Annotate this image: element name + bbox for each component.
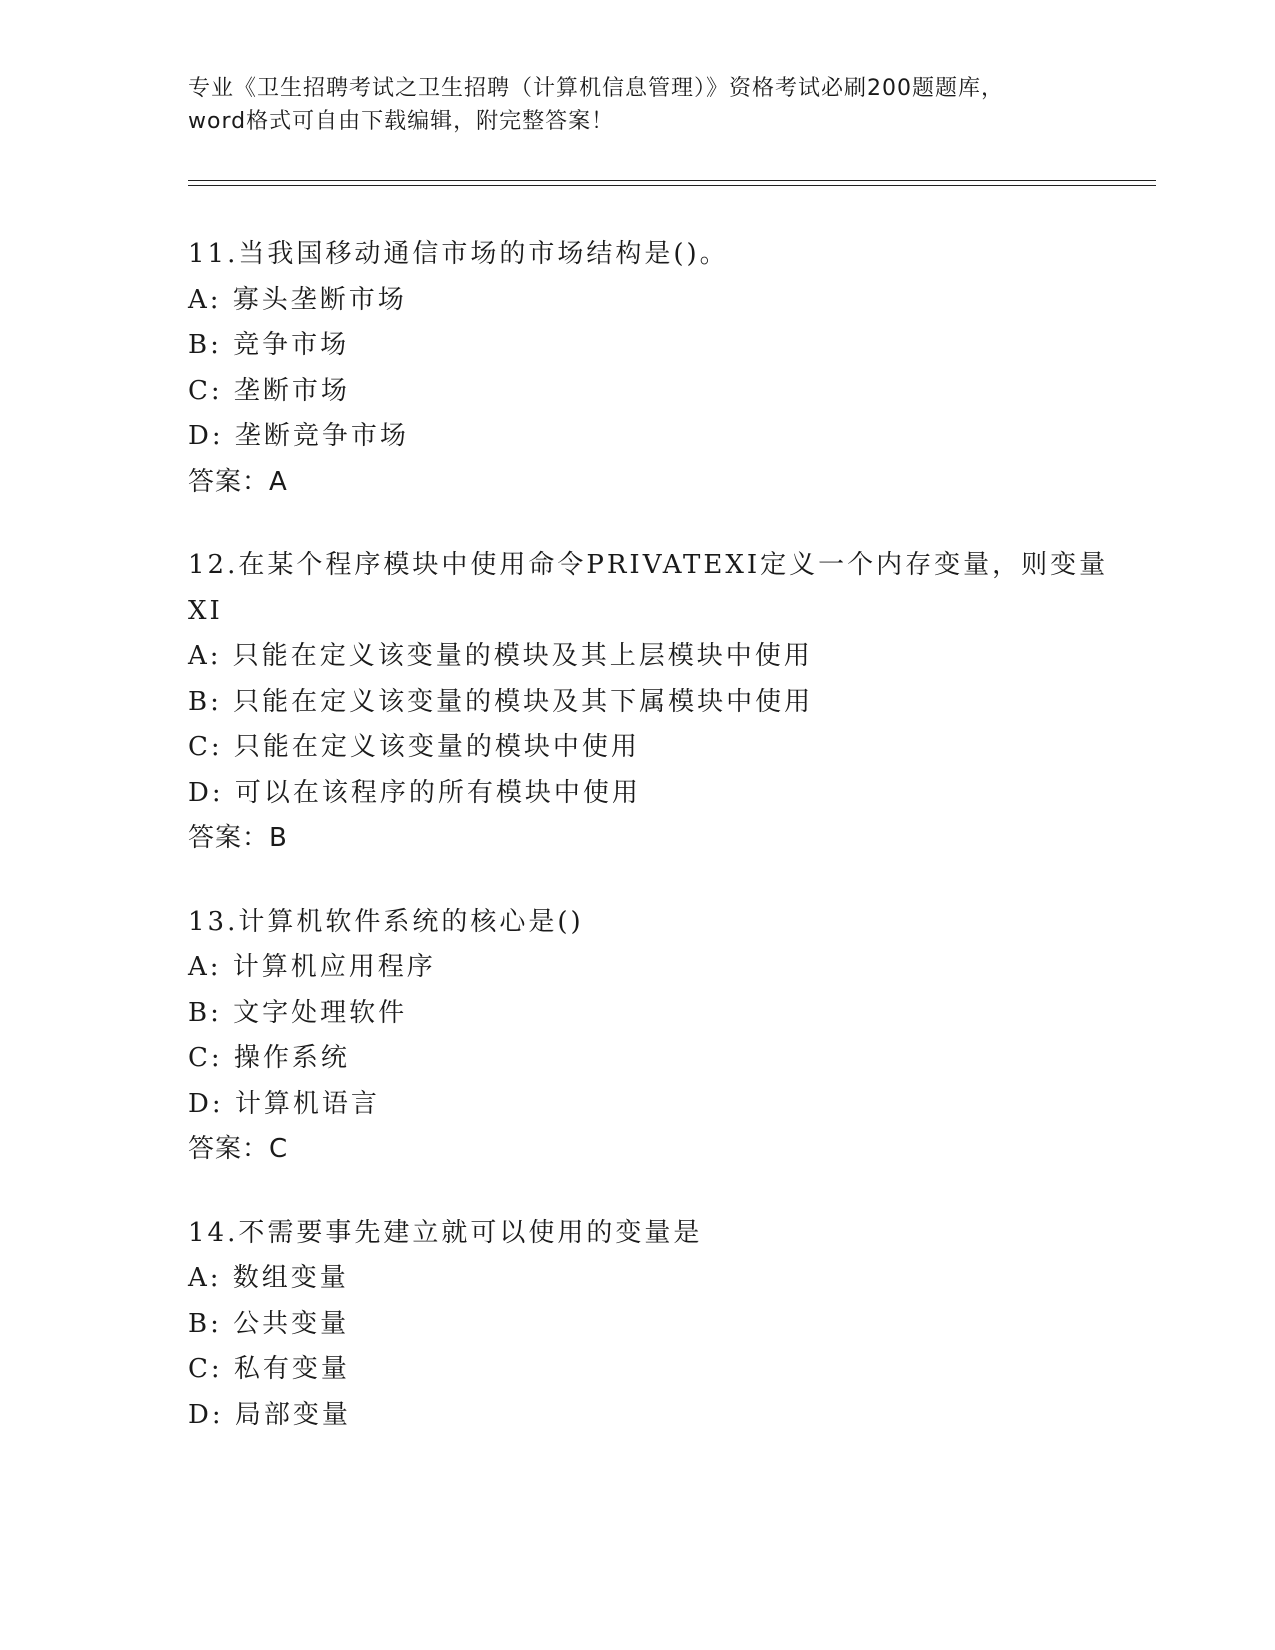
header-divider-top	[188, 180, 1156, 181]
option-a: A: 数组变量	[188, 1263, 349, 1293]
option-d: D: 可以在该程序的所有模块中使用	[188, 777, 641, 808]
option-a: A: 寡头垄断市场	[188, 284, 407, 315]
option-c: C: 操作系统	[188, 1043, 350, 1073]
header-line-2: word格式可自由下载编辑，附完整答案！	[188, 109, 615, 134]
question-11	[188, 232, 1108, 505]
option-b: B: 文字处理软件	[188, 997, 408, 1028]
answer-label: 答案：A	[188, 466, 288, 497]
option-d: D: 计算机语言	[188, 1088, 380, 1119]
question-13	[188, 900, 1108, 1173]
option-d: D: 垄断竞争市场	[188, 421, 409, 451]
option-b: B: 竞争市场	[188, 330, 350, 360]
option-b: B: 公共变量	[188, 1308, 350, 1339]
header-line-1: 专业《卫生招聘考试之卫生招聘（计算机信息管理）》资格考试必刷200题题库，	[188, 76, 1004, 101]
option-d: D: 局部变量	[188, 1399, 351, 1430]
question-list	[188, 232, 1108, 1476]
question-stem: 11.当我国移动通信市场的市场结构是()。	[188, 239, 729, 269]
header-divider-bottom	[188, 185, 1156, 186]
question-stem-continued: XI	[188, 595, 223, 626]
question-stem: 12.在某个程序模块中使用命令PRIVATEXI定义一个内存变量，则变量	[188, 550, 1109, 580]
answer-label: 答案：B	[188, 823, 288, 853]
option-c: C: 垄断市场	[188, 375, 350, 406]
question-14	[188, 1211, 1108, 1439]
option-a: A: 只能在定义该变量的模块及其上层模块中使用	[188, 641, 813, 671]
question-12	[188, 543, 1108, 862]
option-c: C: 私有变量	[188, 1354, 350, 1384]
question-stem: 13.计算机软件系统的核心是()	[188, 906, 584, 937]
question-stem: 14.不需要事先建立就可以使用的变量是	[188, 1217, 703, 1248]
option-c: C: 只能在定义该变量的模块中使用	[188, 732, 640, 762]
document-header	[188, 72, 1088, 138]
option-b: B: 只能在定义该变量的模块及其下属模块中使用	[188, 686, 814, 717]
answer-label: 答案：C	[188, 1134, 289, 1164]
option-a: A: 计算机应用程序	[188, 952, 436, 982]
